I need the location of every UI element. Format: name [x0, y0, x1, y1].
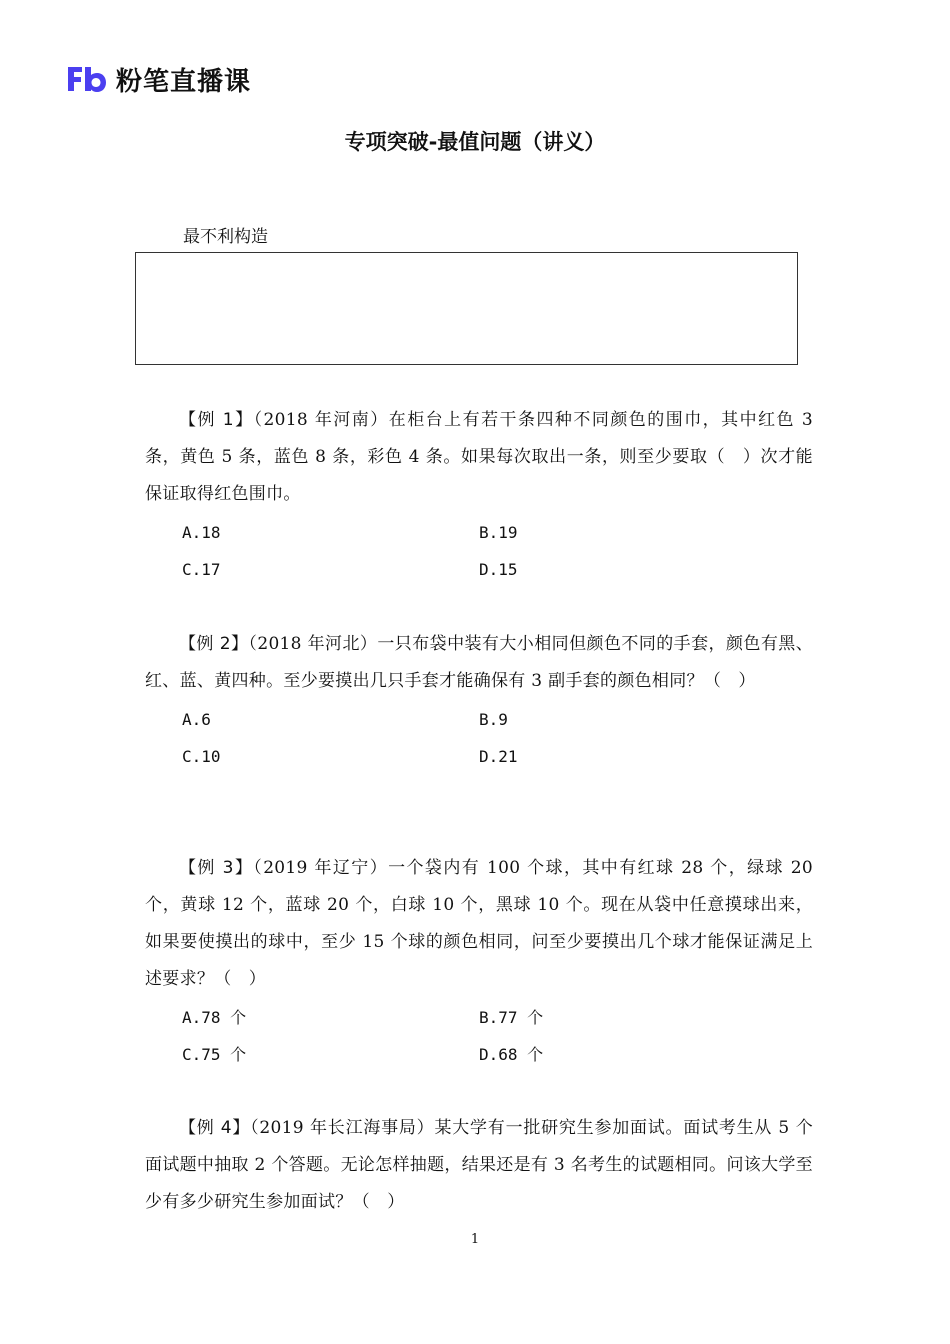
- fenbi-logo-icon: [66, 64, 108, 94]
- options-grid: [182, 514, 813, 588]
- question-stem: [145, 626, 813, 700]
- question-2: [145, 626, 813, 775]
- question-label: 【例 4】: [179, 1118, 251, 1138]
- question-4: [145, 1110, 813, 1221]
- question-stem: [145, 402, 813, 513]
- option-a: A.18: [182, 523, 221, 542]
- question-text: （2019 年辽宁）一个袋内有 100 个球，其中有红球 28 个，绿球 20 个，黄球 12 个，蓝球 20 个，白球 10 个，黑球 10 个。现在从袋中任意摸球出来，如果要使摸出的球中，至少 15 个球的颜色相同，问至少要摸出几个球才能保证满足上述要求？（ ）: [145, 858, 813, 989]
- brand-logo: [66, 62, 251, 96]
- option-a: A.78 个: [182, 1008, 247, 1027]
- options-grid: [182, 999, 813, 1073]
- question-label: 【例 2】: [179, 634, 249, 654]
- page-number: 1: [470, 1232, 480, 1247]
- notes-box: [135, 252, 798, 365]
- question-text: （2018 年河南）在柜台上有若干条四种不同颜色的围巾，其中红色 3 条，黄色 5 条，蓝色 8 条，彩色 4 条。如果每次取出一条，则至少要取（ ）次才能保证取得红色围巾。: [145, 410, 813, 504]
- logo-text: 粉笔直播课: [116, 66, 252, 97]
- question-3: [145, 850, 813, 1073]
- options-grid: [182, 701, 813, 775]
- option-c: C.17: [182, 560, 221, 579]
- option-d: D.15: [479, 560, 518, 579]
- option-b: B.19: [479, 523, 518, 542]
- option-c: C.75 个: [182, 1045, 247, 1064]
- option-a: A.6: [182, 710, 211, 729]
- question-stem: [145, 850, 813, 998]
- option-d: D.68 个: [479, 1045, 544, 1064]
- section-label: 最不利构造: [183, 227, 268, 247]
- option-b: B.9: [479, 710, 508, 729]
- question-label: 【例 1】: [179, 410, 254, 430]
- question-label: 【例 3】: [179, 858, 254, 878]
- question-1: [145, 402, 813, 588]
- option-c: C.10: [182, 747, 221, 766]
- page-title: 专项突破-最值问题（讲义）: [344, 130, 606, 154]
- question-text: （2018 年河北）一只布袋中装有大小相同但颜色不同的手套，颜色有黑、红、蓝、黄四种。至少要摸出几只手套才能确保有 3 副手套的颜色相同？（ ）: [145, 634, 813, 691]
- question-stem: [145, 1110, 813, 1221]
- question-text: （2019 年长江海事局）某大学有一批研究生参加面试。面试考生从 5 个面试题中抽取 2 个答题。无论怎样抽题，结果还是有 3 名考生的试题相同。问该大学至少有多少研究生参加面试？（ ）: [145, 1118, 813, 1212]
- option-b: B.77 个: [479, 1008, 544, 1027]
- option-d: D.21: [479, 747, 518, 766]
